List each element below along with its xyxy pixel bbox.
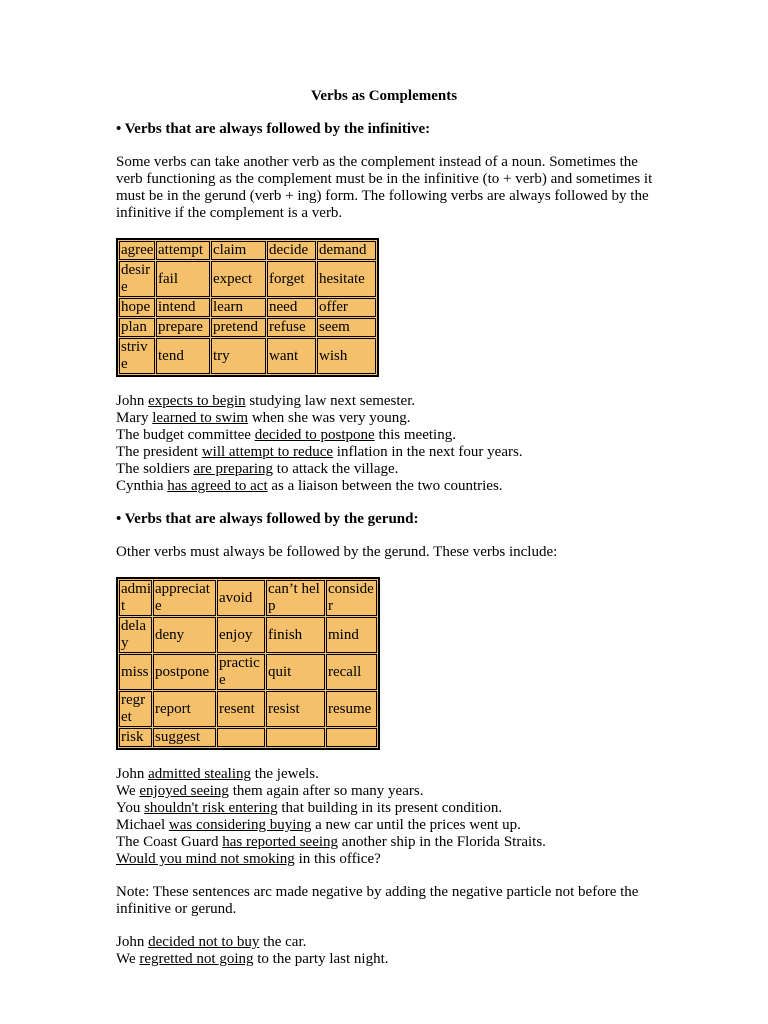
verb-cell: resume [326,691,377,727]
example-sentence [116,934,656,951]
verb-cell: mind [326,617,377,653]
gerund-examples [116,766,656,868]
verb-cell: miss [119,654,152,690]
verb-complement-phrase: learned to swim [152,410,249,426]
table-row [119,241,376,260]
sentence-end: to the party last night. [253,951,389,967]
example-sentence [116,410,656,427]
verb-cell: seem [317,318,376,337]
sentence-end: this meeting. [374,427,456,443]
note-paragraph: Note: These sentences arc made negative by adding the negative particle not before the infinitive or gerund. [116,884,639,917]
sentence-start: We [116,951,140,967]
example-sentence [116,783,656,800]
verb-complement-phrase: are preparing [193,461,274,477]
sentence-end: in this office? [294,851,381,867]
verb-complement-phrase: enjoyed seeing [139,783,229,799]
verb-cell: want [267,338,316,374]
example-sentence [116,834,656,851]
document-page [116,88,656,984]
sentence-end: the car. [259,934,307,950]
verb-cell: finish [266,617,325,653]
example-sentence [116,851,656,868]
table-row [119,318,376,337]
infinitive-examples [116,393,656,495]
verb-complement-phrase: decided not to buy [148,934,260,950]
page-title: Verbs as Complements [310,88,458,104]
example-sentence [116,461,656,478]
verb-cell: postpone [153,654,216,690]
table-row [119,261,376,297]
infinitive-intro-paragraph: Some verbs can take another verb as the complement instead of a noun. Sometimes the verb functioning as the complement must be in the infinitive (to + verb) and sometimes it must be in the gerund (verb + ing) form. The following verbs are always followed by the infinitive if the complement is a verb. [116,154,653,221]
verb-complement-phrase: will attempt to reduce [201,444,334,460]
example-sentence [116,951,656,968]
infinitive-verbs-table [116,238,379,377]
sentence-end: the jewels. [250,766,319,782]
verb-cell: wish [317,338,376,374]
verb-cell: agree [121,242,154,258]
verb-cell: decide [267,241,316,260]
verb-cell [217,728,265,747]
verb-cell: delay [119,617,152,653]
sentence-start: We [116,783,140,799]
table-row [119,691,377,727]
verb-cell: resist [266,691,325,727]
negative-examples [116,934,656,968]
example-sentence [116,427,656,444]
verb-cell: suggest [153,728,216,747]
verb-complement-phrase: shouldn't risk entering [144,800,278,816]
sentence-end: inflation in the next four years. [333,444,523,460]
verb-cell: try [211,338,266,374]
verb-cell: prepare [156,318,210,337]
verb-cell: offer [317,298,376,317]
verb-cell: attempt [156,241,210,260]
verb-cell: need [267,298,316,317]
verb-complement-phrase: has agreed to act [167,478,268,494]
verb-cell: recall [326,654,377,690]
verb-cell: strive [119,338,155,374]
verb-cell: intend [156,298,210,317]
gerund-intro-paragraph: Other verbs must always be followed by the gerund. These verbs include: [116,544,558,560]
section-heading-gerund: • Verbs that are always followed by the gerund: [116,511,419,527]
example-sentence [116,444,656,461]
verb-cell: refuse [267,318,316,337]
verb-cell: enjoy [217,617,265,653]
sentence-start: John [116,393,149,409]
example-sentence [116,800,656,817]
example-sentence [116,766,656,783]
table-row [119,617,377,653]
table-row [119,580,377,616]
verb-complement-phrase: has reported seeing [222,834,339,850]
verb-cell: quit [266,654,325,690]
sentence-start: John [116,766,149,782]
verb-complement-phrase: was considering buying [168,817,312,833]
sentence-start: The budget committee [116,427,255,443]
verb-cell [266,728,325,747]
sentence-start: Michael [116,817,169,833]
verb-cell: hesitate [317,261,376,297]
sentence-start: Cynthia [116,478,168,494]
verb-cell: hope [119,298,155,317]
verb-complement-phrase: admitted stealing [148,766,251,782]
verb-cell: plan [119,318,155,337]
sentence-end: to attack the village. [273,461,399,477]
verb-complement-phrase: decided to postpone [254,427,375,443]
verb-complement-phrase: expects to begin [148,393,246,409]
verb-cell: avoid [217,580,265,616]
verb-cell: pretend [211,318,266,337]
sentence-end: studying law next semester. [245,393,416,409]
verb-cell: desire [119,261,155,297]
verb-cell [326,728,377,747]
verb-cell: demand [317,241,376,260]
verb-cell: report [153,691,216,727]
sentence-end: as a liaison between the two countries. [267,478,503,494]
verb-cell: expect [211,261,266,297]
verb-cell: deny [153,617,216,653]
verb-cell: consider [326,580,377,616]
verb-cell: fail [156,261,210,297]
table-row [119,654,377,690]
example-sentence [116,478,656,495]
sentence-start: Mary [116,410,153,426]
table-row [119,338,376,374]
sentence-start: John [116,934,149,950]
verb-cell: regret [119,691,152,727]
sentence-end: when she was very young. [248,410,411,426]
sentence-start: The president [116,444,202,460]
verb-cell: appreciate [153,580,216,616]
verb-cell: admit [121,581,151,614]
verb-complement-phrase: Would you mind not smoking [116,851,295,867]
sentence-start: The soldiers [116,461,194,477]
sentence-end: them again after so many years. [228,783,424,799]
verb-cell: can’t help [266,580,325,616]
sentence-end: that building in its present condition. [277,800,503,816]
verb-cell: resent [217,691,265,727]
sentence-start: The Coast Guard [116,834,223,850]
verb-complement-phrase: regretted not going [139,951,254,967]
verb-cell: learn [211,298,266,317]
example-sentence [116,817,656,834]
table-row [119,728,377,747]
verb-cell: risk [119,728,152,747]
verb-cell: claim [211,241,266,260]
sentence-end: another ship in the Florida Straits. [338,834,546,850]
verb-cell: forget [267,261,316,297]
section-heading-infinitive: • Verbs that are always followed by the infinitive: [116,121,431,137]
gerund-verbs-table [116,577,380,750]
verb-cell: tend [156,338,210,374]
sentence-start: You [116,800,145,816]
example-sentence [116,393,656,410]
verb-cell: practice [217,654,265,690]
sentence-end: a new car until the prices went up. [311,817,521,833]
table-row [119,298,376,317]
